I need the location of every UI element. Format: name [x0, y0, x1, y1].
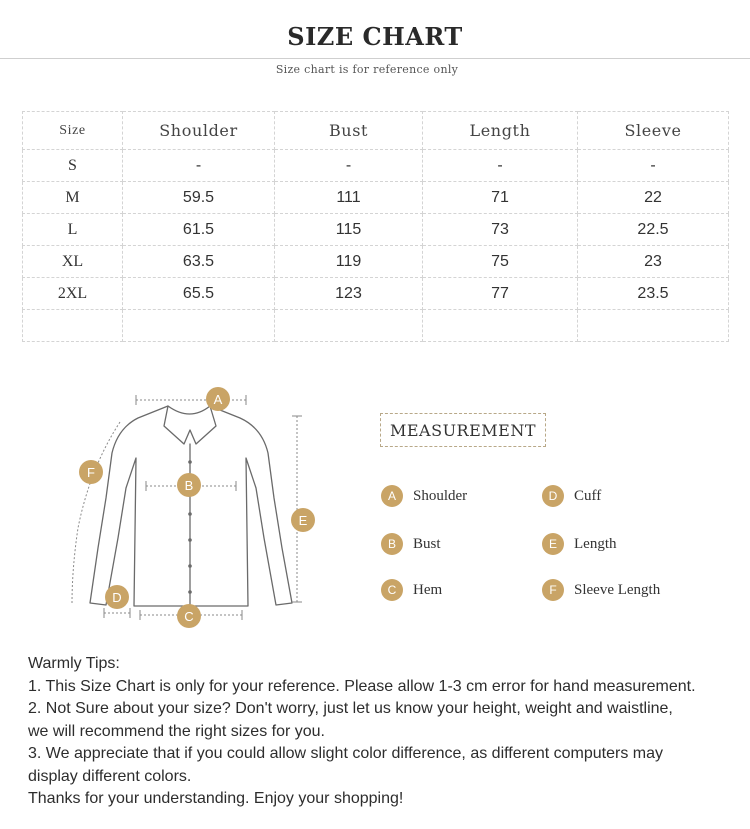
table-row [23, 182, 729, 214]
table-cell [578, 310, 729, 342]
table-cell [123, 310, 275, 342]
table-cell [23, 310, 123, 342]
legend-label: Hem [413, 581, 443, 598]
tips-line: 1. This Size Chart is only for your reference. Please allow 1-3 cm error for hand measurement. [28, 677, 696, 695]
legend-label: Cuff [574, 487, 602, 504]
svg-text:E: E [298, 513, 308, 528]
table-cell: 65.5 [123, 278, 275, 310]
svg-text:F: F [87, 465, 95, 480]
tips-line: 3. We appreciate that if you could allow slight color difference, as different computers may [28, 745, 663, 762]
table-cell [423, 310, 578, 342]
table-cell: S [23, 150, 123, 182]
badge-c-icon: C [381, 579, 403, 601]
tips-section [28, 653, 738, 811]
table-cell: 119 [275, 246, 423, 278]
table-header-row [23, 112, 729, 150]
tips-heading: Warmly Tips: [28, 655, 120, 672]
table-cell: - [423, 150, 578, 182]
legend-item-cuff [542, 484, 601, 508]
size-chart-table [22, 111, 729, 342]
column-header-bust: Bust [275, 112, 423, 150]
column-header-shoulder: Shoulder [123, 112, 275, 150]
tips-line: display different colors. [28, 767, 192, 785]
badge-d-icon: D [542, 485, 564, 507]
legend-item-shoulder [381, 484, 467, 508]
table-cell: 75 [423, 246, 578, 278]
badge-e-icon [291, 508, 315, 532]
measurement-heading: MEASUREMENT [380, 413, 546, 447]
shirt-outline [90, 406, 292, 606]
legend-item-length [542, 532, 617, 556]
table-cell: 111 [275, 182, 423, 214]
badge-f-icon: F [542, 579, 564, 601]
table-cell: 59.5 [123, 182, 275, 214]
table-cell: 63.5 [123, 246, 275, 278]
legend-item-hem [381, 578, 442, 602]
badge-c-icon [177, 604, 201, 628]
table-cell: - [578, 150, 729, 182]
tips-line: 2. Not Sure about your size? Don't worry, just let us know your height, weight and waistline, [28, 700, 673, 717]
legend-label: Length [574, 535, 617, 552]
column-header-sleeve: Sleeve [578, 112, 729, 150]
legend-label: Shoulder [413, 487, 468, 504]
badge-a-icon: A [381, 485, 403, 507]
table-cell: 115 [275, 214, 423, 246]
badge-e-icon: E [542, 533, 564, 555]
legend-label: Sleeve Length [574, 581, 661, 598]
legend-label: Bust [413, 535, 441, 552]
table-cell [275, 310, 423, 342]
svg-text:C: C [184, 609, 194, 624]
table-cell: 123 [275, 278, 423, 310]
tips-line: Thanks for your understanding. Enjoy your shopping! [28, 790, 404, 807]
table-cell: 73 [423, 214, 578, 246]
legend-item-bust [381, 532, 441, 556]
title-divider [0, 58, 750, 59]
column-header-length: Length [423, 112, 578, 150]
table-cell: 23.5 [578, 278, 729, 310]
tips-line: we will recommend the right sizes for you. [28, 722, 325, 740]
table-cell: XL [23, 246, 123, 278]
table-row [23, 150, 729, 182]
table-cell: - [123, 150, 275, 182]
badge-b-icon: B [381, 533, 403, 555]
table-cell: 2XL [23, 278, 123, 310]
shirt-collar [164, 406, 216, 444]
table-cell: 71 [423, 182, 578, 214]
badge-d-icon [105, 585, 129, 609]
badge-b-icon [177, 473, 201, 497]
svg-text:A: A [213, 392, 223, 407]
table-cell: M [23, 182, 123, 214]
shirt-measurement-diagram [60, 378, 350, 638]
page-title: SIZE CHART [287, 22, 463, 51]
table-row [23, 214, 729, 246]
table-cell: 22 [578, 182, 729, 214]
page-subtitle: Size chart is for reference only [275, 63, 459, 76]
table-cell: 61.5 [123, 214, 275, 246]
column-header-size: Size [23, 112, 123, 150]
table-cell: L [23, 214, 123, 246]
legend-item-sleeve-length [542, 578, 660, 602]
table-cell: 22.5 [578, 214, 729, 246]
svg-text:D: D [112, 590, 122, 605]
badge-f-icon [79, 460, 103, 484]
table-row-empty [23, 310, 729, 342]
table-cell: 23 [578, 246, 729, 278]
table-cell: - [275, 150, 423, 182]
table-row [23, 246, 729, 278]
badge-a-icon [206, 387, 230, 411]
svg-text:B: B [184, 478, 194, 493]
table-cell: 77 [423, 278, 578, 310]
table-row [23, 278, 729, 310]
